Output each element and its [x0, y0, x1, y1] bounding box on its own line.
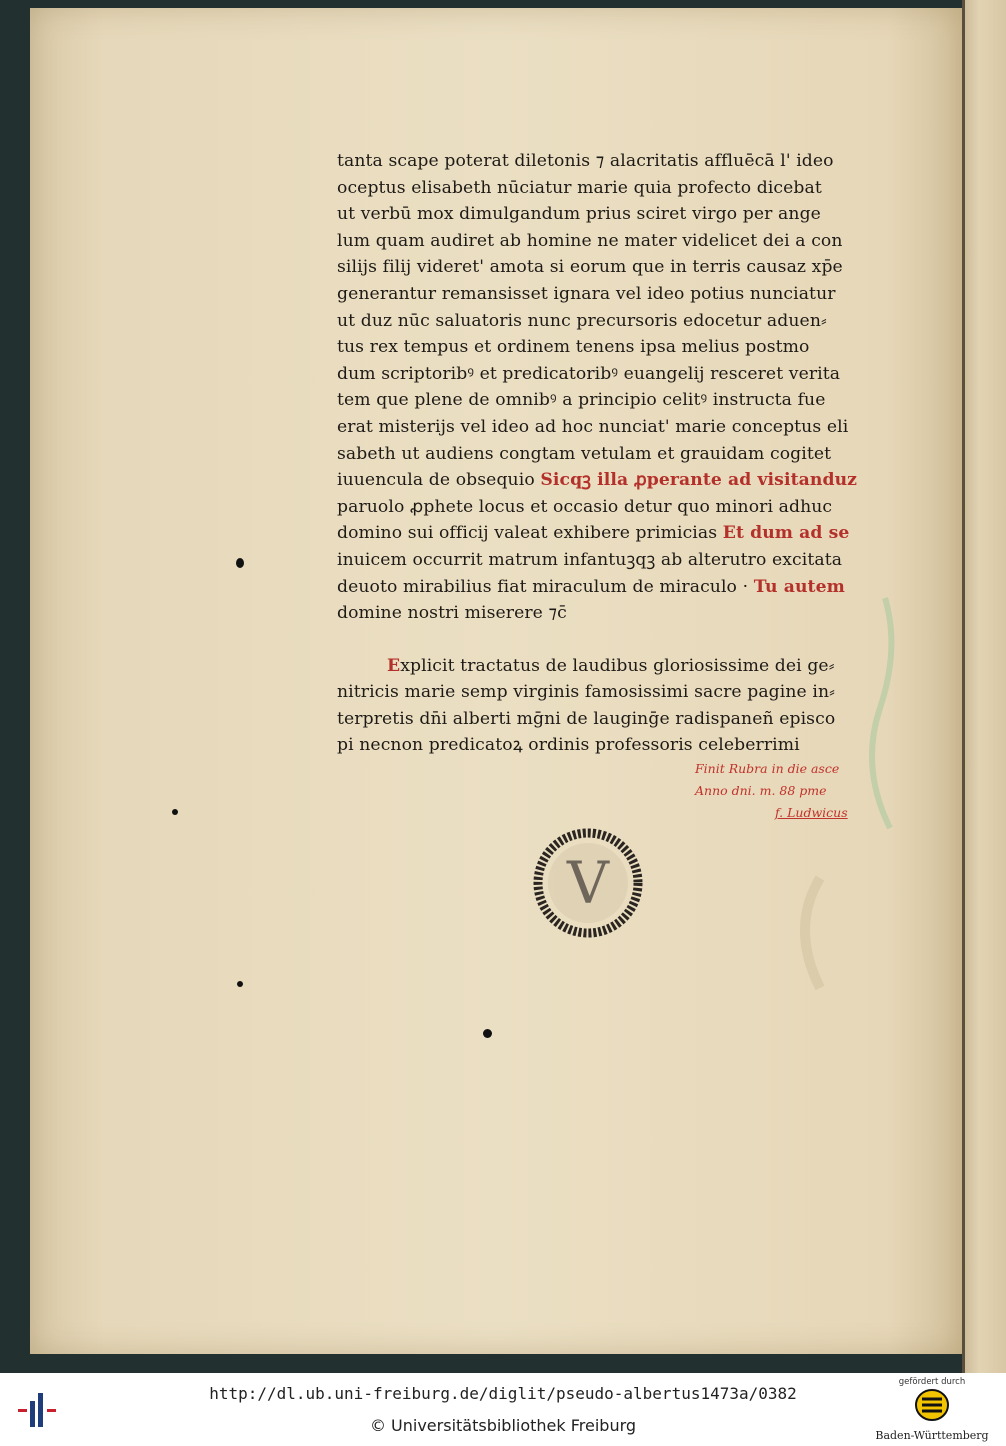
text-line: ut duz nūc saluatoris nunc precursoris edocetur aduen⸗ — [337, 310, 827, 331]
explicit-line: nitricis marie semp virginis famosissimi sacre pagine in⸗ — [337, 682, 835, 703]
text-line: generantur remansisset ignara vel ideo potius nunciatur — [337, 283, 836, 304]
annotation-line: Anno dni. m. 88 pme — [695, 783, 827, 798]
rubric-segment: Et dum ad se — [722, 523, 850, 544]
footer-bar — [0, 1373, 1006, 1446]
text-line: lum quam audiret ab homine ne mater videlicet dei a con — [337, 230, 843, 251]
text-segment: xplicit tractatus de laudibus gloriosissime dei ge⸗ — [400, 655, 835, 676]
rubric-segment: Tu autem — [753, 576, 845, 597]
explicit-line — [337, 653, 882, 680]
sponsor-label: gefördert durch — [898, 1377, 966, 1387]
ink-dot — [237, 981, 243, 987]
ink-dot — [172, 809, 178, 815]
page-fold-line — [962, 0, 965, 1373]
text-line: dum scriptoribꝰ et predicatoribꝰ euangelij resceret verita — [337, 363, 841, 384]
text-line — [337, 467, 882, 494]
text-segment: deuoto mirabilius fiat miraculum de miraculo · — [337, 576, 749, 597]
sponsor-name: Baden-Württemberg — [875, 1429, 989, 1442]
explicit-line: terpretis dn̄i alberti mḡni de lauginḡe radispaneñ episco — [337, 708, 836, 729]
stamp-letter: V — [567, 849, 609, 917]
adjacent-page-edge — [962, 0, 1006, 1373]
text-line: oceptus elisabeth nūciatur marie quia profecto dicebat — [337, 177, 822, 198]
text-line: domine nostri miserere ⁊c̄ — [337, 603, 567, 624]
explicit-initial: E — [387, 655, 401, 676]
text-line: paruolo ꝓphete locus et occasio detur quo minori adhuc — [337, 496, 833, 517]
rubric-segment: Sicqꝫ illa ꝓperante ad visitanduz — [540, 470, 858, 491]
text-line: sabeth ut audiens congtam vetulam et grauidam cogitet — [337, 443, 832, 464]
annotation-signature: f. Ludwicus — [775, 805, 848, 820]
text-line: ut verbū mox dimulgandum prius sciret virgo per ange — [337, 204, 821, 225]
document-url-link[interactable]: http://dl.ub.uni-freiburg.de/diglit/pseudo-albertus1473a/0382 — [209, 1384, 797, 1403]
text-line: tem que plene de omnibꝰ a principio celitꝰ instructa fue — [337, 390, 826, 411]
text-line — [337, 520, 882, 547]
handwritten-annotation — [695, 758, 885, 824]
annotation-line: Finit Rubra in die asce — [695, 761, 840, 776]
main-text-block — [337, 148, 882, 759]
explicit-line: pi necnon predicatoꝝ ordinis professoris celeberrimi — [337, 735, 800, 756]
text-line: silijs filij videret' amota si eorum que in terris causaz xp̄e — [337, 257, 843, 278]
ink-dot — [236, 558, 244, 568]
text-segment: domino sui officij valeat exhibere primicias — [337, 523, 718, 544]
coat-of-arms-icon — [912, 1387, 952, 1423]
text-line: tus rex tempus et ordinem tenens ipsa melius postmo — [337, 337, 810, 358]
text-line — [337, 574, 882, 601]
text-line: tanta scape poterat diletonis ⁊ alacritatis affluēcā l' ideo — [337, 151, 834, 171]
text-line: erat misterijs vel ideo ad hoc nunciat' marie conceptus eli — [337, 416, 849, 437]
copyright-text: © Universitätsbibliothek Freiburg — [369, 1416, 637, 1435]
ink-dot — [483, 1029, 492, 1038]
text-segment: iuuencula de obsequio — [337, 470, 535, 491]
library-stamp — [533, 828, 643, 938]
text-line: inuicem occurrit matrum infantuꝫqꝫ ab alterutro excitata — [337, 549, 843, 570]
sponsor-badge — [872, 1377, 992, 1442]
